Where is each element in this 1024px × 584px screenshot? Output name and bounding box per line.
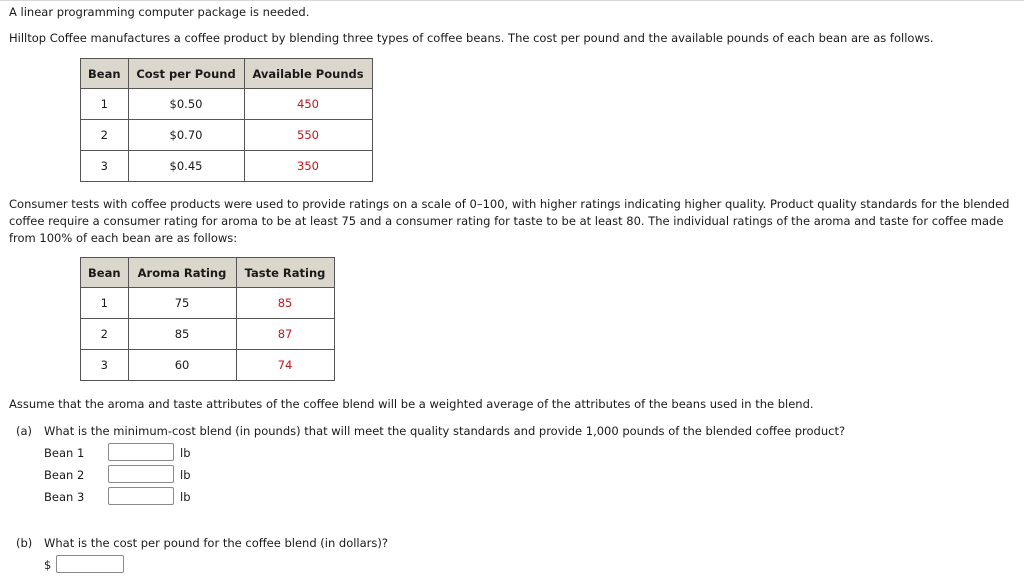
bean-2-input[interactable] — [108, 465, 174, 483]
taste-cell: 74 — [236, 350, 334, 381]
table-row — [81, 89, 373, 120]
bean-cell: 3 — [81, 350, 129, 381]
bean-cell: 2 — [81, 319, 129, 350]
bean-cell: 1 — [81, 288, 129, 319]
part-a-marker: (a) — [16, 424, 33, 438]
blend-cost-input[interactable] — [56, 555, 124, 573]
table-row — [81, 350, 335, 381]
cost-cell: $0.45 — [128, 151, 244, 182]
column-header: Bean — [81, 59, 129, 89]
column-header: Bean — [81, 258, 129, 288]
bean-1-unit: lb — [180, 446, 191, 460]
bean-cell: 1 — [81, 89, 129, 120]
bean-cell: 2 — [81, 120, 129, 151]
taste-cell: 85 — [236, 288, 334, 319]
aroma-cell: 85 — [128, 319, 236, 350]
dollar-sign: $ — [44, 558, 52, 572]
part-b-marker: (b) — [16, 536, 33, 550]
aroma-cell: 75 — [128, 288, 236, 319]
part-b-question: What is the cost per pound for the coffee blend (in dollars)? — [44, 536, 388, 550]
bean-3-label: Bean 3 — [44, 490, 85, 504]
available-cell: 450 — [244, 89, 372, 120]
intro-note: A linear programming computer package is needed. — [9, 5, 310, 19]
taste-cell: 87 — [236, 319, 334, 350]
part-a-question: What is the minimum-cost blend (in pounds) that will meet the quality standards and provide 1,000 pounds of the blended coffee product? — [44, 424, 846, 438]
bean-1-input[interactable] — [108, 443, 174, 461]
bean-cell: 3 — [81, 151, 129, 182]
cost-availability-table — [80, 58, 373, 182]
table-header-row — [81, 59, 373, 89]
aroma-cell: 60 — [128, 350, 236, 381]
top-divider — [0, 0, 1024, 1]
bean-2-unit: lb — [180, 468, 191, 482]
bean-3-input[interactable] — [108, 487, 174, 505]
ratings-table — [80, 257, 335, 381]
consumer-tests-paragraph: Consumer tests with coffee products were used to provide ratings on a scale of 0–100, with higher ratings indicating higher quality. Product quality standards for the blended coffee require a consumer rating for aroma to be at least 75 and a consumer rating for taste to be at least 80. The individual ratings of the aroma and taste for coffee made from 100% of each bean are as follows: — [9, 197, 1010, 245]
table-row — [81, 120, 373, 151]
column-header: Cost per Pound — [128, 59, 244, 89]
bean-3-unit: lb — [180, 490, 191, 504]
assumption-text: Assume that the aroma and taste attributes of the coffee blend will be a weighted average of the attributes of the beans used in the blend. — [9, 397, 814, 411]
table-header-row — [81, 258, 335, 288]
table-row — [81, 319, 335, 350]
bean-2-label: Bean 2 — [44, 468, 85, 482]
column-header: Available Pounds — [244, 59, 372, 89]
bean-1-label: Bean 1 — [44, 446, 85, 460]
cost-cell: $0.70 — [128, 120, 244, 151]
problem-intro: Hilltop Coffee manufactures a coffee product by blending three types of coffee beans. The cost per pound and the available pounds of each bean are as follows. — [9, 31, 934, 45]
column-header: Aroma Rating — [128, 258, 236, 288]
table-row — [81, 288, 335, 319]
table-row — [81, 151, 373, 182]
column-header: Taste Rating — [236, 258, 334, 288]
available-cell: 550 — [244, 120, 372, 151]
cost-cell: $0.50 — [128, 89, 244, 120]
available-cell: 350 — [244, 151, 372, 182]
